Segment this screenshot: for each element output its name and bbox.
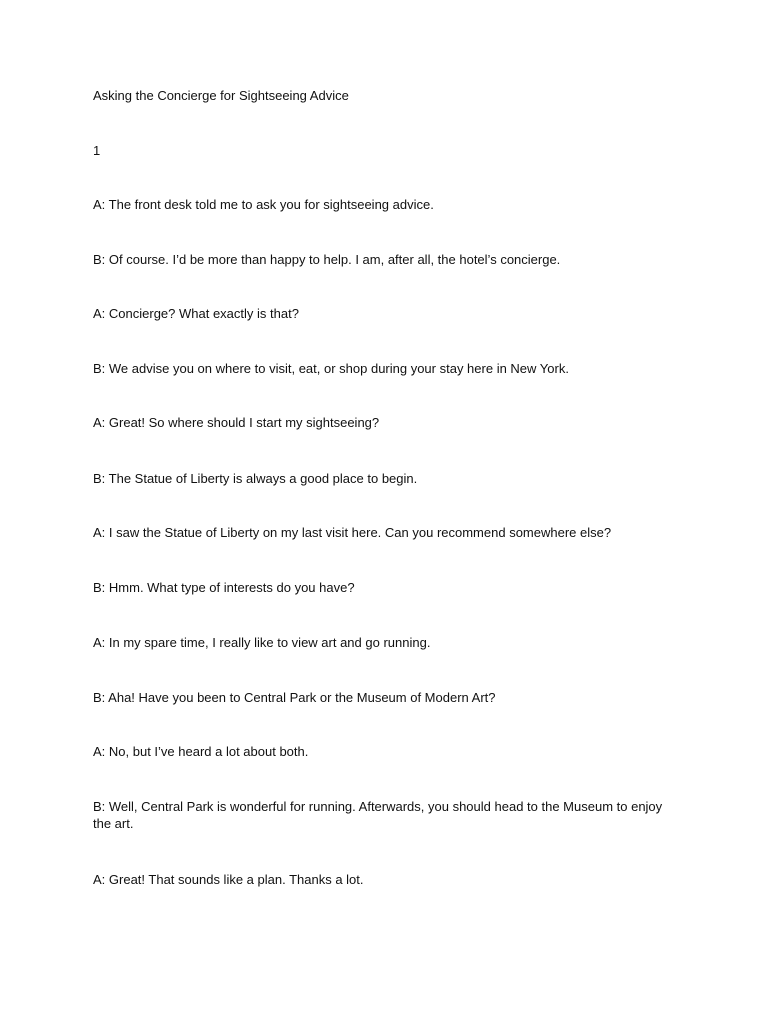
dialogue-line: A: Great! So where should I start my sightseeing? <box>93 415 380 430</box>
dialogue-line: A: Concierge? What exactly is that? <box>93 306 299 321</box>
dialogue-line: B: Well, Central Park is wonderful for running. Afterwards, you should head to the Museum to enjoy the art. <box>93 799 663 831</box>
dialogue-line: A: No, but I’ve heard a lot about both. <box>93 744 309 759</box>
dialogue-line: B: We advise you on where to visit, eat, or shop during your stay here in New York. <box>93 361 569 376</box>
dialogue-line: A: Great! That sounds like a plan. Thanks a lot. <box>93 872 364 887</box>
dialogue-line: B: Hmm. What type of interests do you have? <box>93 580 355 595</box>
section-number: 1 <box>93 143 101 158</box>
dialogue-line: A: I saw the Statue of Liberty on my last visit here. Can you recommend somewhere else? <box>93 525 612 540</box>
document-title: Asking the Concierge for Sightseeing Advice <box>93 88 349 103</box>
dialogue-line: B: Aha! Have you been to Central Park or the Museum of Modern Art? <box>93 690 496 705</box>
dialogue-line: B: Of course. I’d be more than happy to help. I am, after all, the hotel’s concierge. <box>93 252 561 267</box>
dialogue-line: B: The Statue of Liberty is always a good place to begin. <box>93 471 418 486</box>
dialogue-line: A: In my spare time, I really like to view art and go running. <box>93 635 431 650</box>
dialogue-line: A: The front desk told me to ask you for sightseeing advice. <box>93 197 434 212</box>
